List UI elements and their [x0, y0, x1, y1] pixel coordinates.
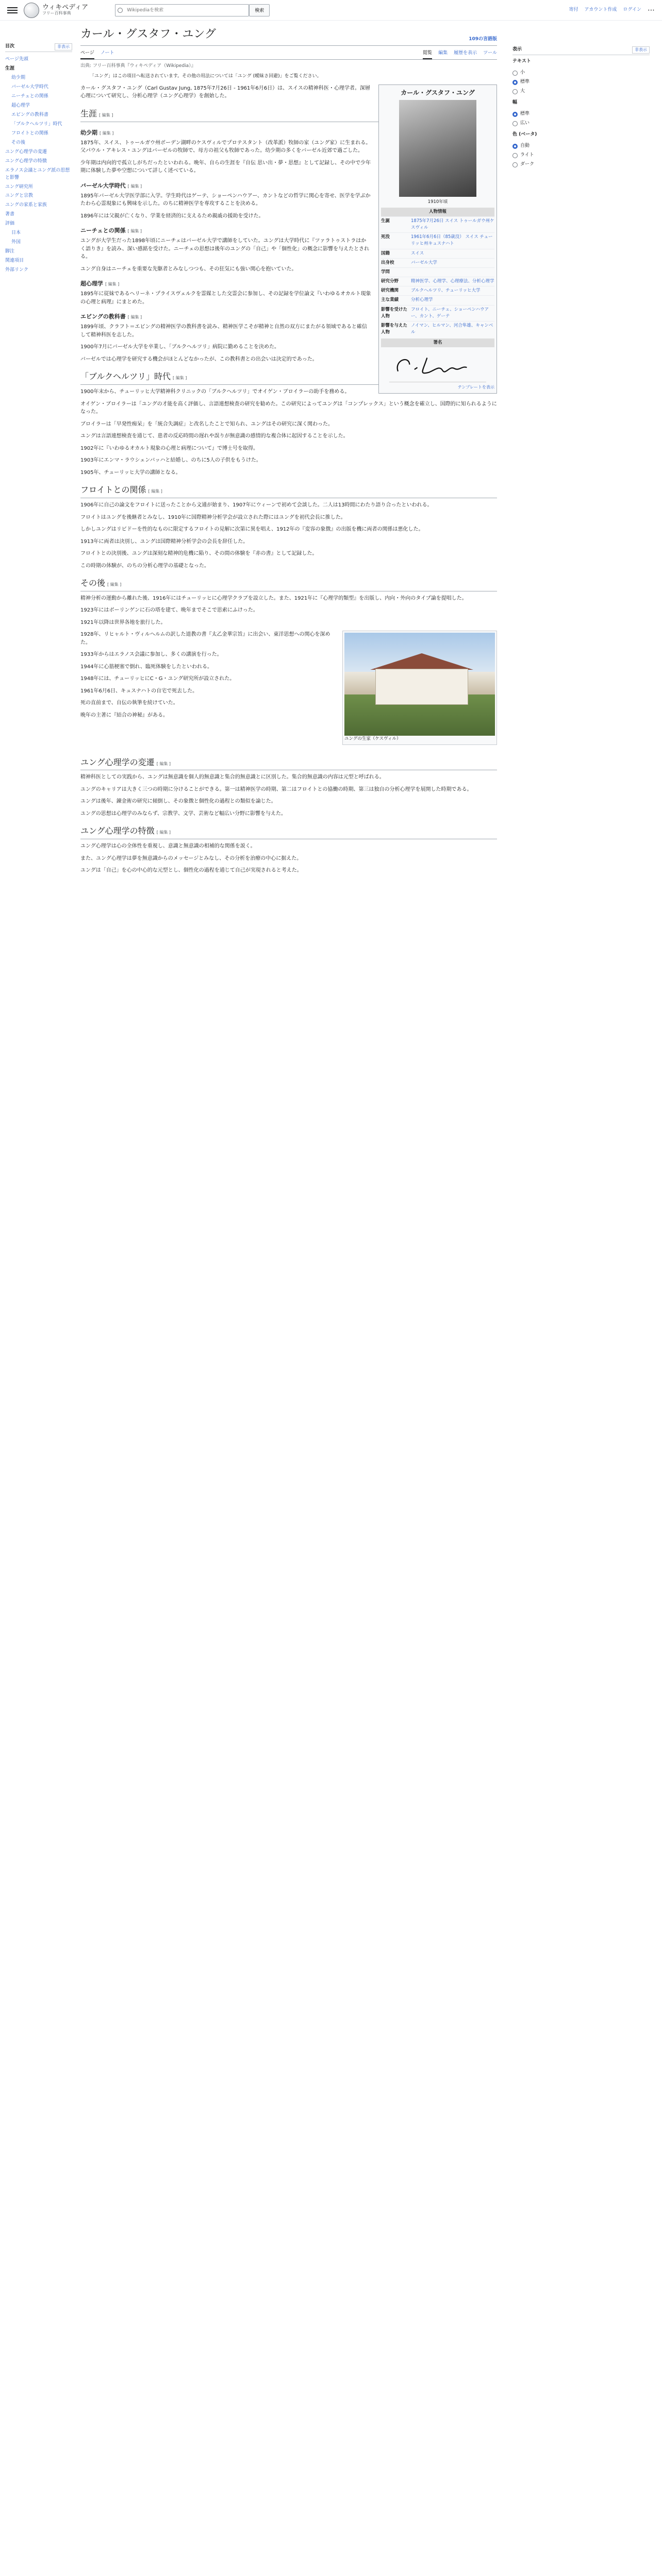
toc-item[interactable]: ニーチェとの関係 [11, 94, 48, 99]
paragraph: 少年期は内向的で孤立しがちだったといわれる。晩年、自らの生涯を『自伝 思い出・夢・思想』として記録し、その中で少年期に体験した夢や空想について詳しく述べている。 [80, 160, 371, 174]
width-option[interactable] [512, 119, 650, 128]
radio-icon[interactable] [512, 121, 518, 126]
site-tagline: フリー百科事典 [42, 11, 71, 16]
edit-section-link[interactable]: [ 編集 ] [156, 830, 171, 835]
infobox-row [381, 277, 494, 286]
tab-tools[interactable]: ツール [483, 50, 497, 56]
edit-section-link[interactable]: [ 編集 ] [99, 112, 113, 117]
paragraph: 1900年末から、チューリッヒ大学精神科クリニックの「ブルクヘルツリ」でオイゲン・ブロイラーの助手を務める。 [80, 389, 350, 395]
search-input[interactable] [115, 4, 249, 16]
paragraph: 1896年には父親が亡くなり、学業を経済的に支えるため親戚の援助を受けた。 [80, 213, 264, 219]
paragraph: 1895年バーゼル大学医学部に入学。学生時代はゲーテ、ショーペンハウアー、カントなどの哲学に関心を寄せ、医学を学ぶかたわら心霊現象にも興味を示した。のちに精神医学を専攻することを決める。 [80, 193, 371, 207]
toc-item[interactable]: 幼少期 [11, 75, 26, 81]
paragraph: 精神科医としての実践から、ユングは無意識を個人的無意識と集合的無意識とに区別した。集合的無意識の内容は元型と呼ばれる。 [80, 774, 385, 781]
paragraph: 1902年に『いわゆるオカルト現象の心理と病理について』で博士号を取得。 [80, 445, 258, 451]
infobox-row [381, 216, 494, 232]
infobox-key: 学問 [381, 269, 390, 275]
infobox-row [381, 267, 494, 277]
paragraph: 1875年、スイス、トゥールガウ州ボーデン湖畔のケスヴィルでプロテスタント（改革派）牧師の家（ユング家）に生まれる。父パウル・アキレス・ユングはバーゼルの牧師で、母方の祖父も牧師であった。幼少期の多くをバーゼル近郊で過ごした。 [80, 140, 371, 154]
toc-item[interactable]: エラノス会議とユング派の思想と影響 [5, 167, 70, 180]
tab-history[interactable]: 履歴を表示 [454, 50, 477, 56]
paragraph: ユングは言語連想検査を通じて、患者の反応時間の遅れや誤りが無意識の感情的な複合体に起因することを示した。 [80, 433, 349, 439]
header [0, 0, 662, 21]
appearance-heading: 表示 [512, 47, 522, 52]
wikipedia-globe-icon [24, 3, 39, 18]
paragraph: 精神分析の運動から離れた後、1916年にはチューリッヒに心理学クラブを設立した。また、1921年に『心理学的類型』を出版し、内向・外向のタイプ論を提唱した。 [80, 595, 467, 601]
edit-section-link[interactable]: [ 編集 ] [127, 183, 142, 189]
section-freud: フロイトとの関係 [80, 485, 146, 495]
toc-item[interactable]: ユング心理学の特徴 [5, 158, 47, 164]
toc-item[interactable]: その後 [11, 140, 26, 145]
color-option-label: ライト [520, 152, 534, 158]
paragraph: 1913年に両者は決別し、ユングは国際精神分析学会の会長を辞任した。 [80, 538, 249, 545]
toc-item[interactable]: 脚注 [5, 249, 15, 255]
infobox-key: 主な業績 [381, 297, 399, 303]
infobox-row [381, 295, 494, 304]
infobox-caption: 1910年頃 [427, 199, 448, 205]
text-size-option-label: 標準 [520, 79, 530, 85]
section-childhood: 幼少期 [80, 129, 97, 136]
toc-item[interactable]: バーゼル大学時代 [11, 84, 48, 90]
tab-page[interactable]: ページ [80, 49, 94, 59]
section-nietzsche: ニーチェとの関係 [80, 227, 126, 234]
create-account-link[interactable]: アカウント作成 [584, 7, 617, 12]
section-burgholzli: 「ブルクヘルツリ」時代 [80, 371, 171, 382]
toc-item[interactable]: 超心理学 [11, 103, 30, 109]
paragraph: 1944年に心筋梗塞で倒れ、臨死体験をしたといわれる。 [80, 664, 213, 670]
toc-hide-button[interactable]: 非表示 [55, 43, 72, 50]
toc-item[interactable]: 評価 [5, 221, 15, 227]
infobox-row [381, 258, 494, 267]
section-basel: バーゼル大学時代 [80, 182, 126, 189]
infobox-key: 影響を与えた人物 [381, 323, 408, 335]
color-option-label: ダーク [520, 161, 535, 167]
infobox-key: 国籍 [381, 250, 390, 256]
portrait-photo[interactable] [399, 100, 476, 197]
signature-image[interactable] [389, 349, 486, 382]
infobox-value[interactable]: バーゼル大学 [411, 260, 437, 265]
text-size-option-label: 小 [520, 70, 525, 76]
paragraph: 1900年7月にバーゼル大学を卒業し、「ブルクヘルツリ」病院に勤めることを決めた。 [80, 344, 280, 350]
infobox-value[interactable]: ノイマン、ヒルマン、河合隼雄、キャンベル [411, 323, 493, 335]
paragraph: ユングの思想は心理学のみならず、宗教学、文学、芸術など幅広い分野に影響を与えた。 [80, 810, 286, 817]
paragraph: 死の直前まで、自伝の執筆を続けていた。 [80, 700, 178, 706]
infobox-value[interactable]: スイス [411, 250, 424, 256]
paragraph: 1906年に自己の論文をフロイトに送ったことから文通が始まり、1907年にウィーンで初めて会談した。二人は13時間にわたり語り合ったといわれる。 [80, 502, 433, 509]
paragraph: 1923年にはボーリンゲンに石の塔を建て、晩年までそこで思索にふけった。 [80, 607, 258, 614]
signature-header: 署名 [381, 338, 494, 347]
language-button[interactable]: 109の言語版 [469, 37, 497, 42]
section-later: その後 [80, 578, 106, 588]
radio-icon[interactable] [512, 112, 518, 117]
toc-item[interactable]: ユング心理学の変遷 [5, 149, 47, 155]
infobox-key: 出身校 [381, 260, 394, 265]
edit-section-link[interactable]: [ 編集 ] [127, 229, 142, 234]
infobox-row [381, 305, 494, 321]
infobox-row [381, 321, 494, 337]
paragraph: 1895年に従妹であるヘリーネ・プライスヴェルクを霊媒とした交霊会に参加し、その記録を学位論文『いわゆるオカルト現象の心理と病理』にまとめた。 [80, 291, 371, 305]
paragraph: 1899年頃、クラフト＝エビングの精神医学の教科書を読み、精神医学こそが精神と自然の双方にまたがる領域であると確信して精神科医を志した。 [80, 324, 367, 338]
toc-item[interactable]: ユングの家系と家族 [5, 202, 47, 208]
infobox-value[interactable]: 分析心理学 [411, 297, 433, 303]
color-option-label: 自動 [520, 143, 530, 148]
radio-icon[interactable] [512, 144, 518, 149]
toc-item[interactable]: ユング研究所 [5, 184, 33, 190]
text-size-option[interactable] [512, 87, 650, 96]
radio-icon[interactable] [512, 71, 518, 76]
text-size-option[interactable] [512, 69, 650, 78]
infobox-key: 生誕 [381, 218, 390, 224]
paragraph: ユングが大学生だった1898年頃にニーチェはバーゼル大学で講師をしていた。ユングは大学時代に『ツァラトゥストラはかく語りき』を読み、深い感銘を受けた。ニーチェの思想は後年のユングの「自己」や「個性化」の概念に影響を与えたとされる。 [80, 238, 370, 260]
width-option-label: 標準 [520, 111, 530, 117]
infobox-value[interactable]: ブルクヘルツリ、チューリッヒ大学 [411, 288, 481, 294]
infobox-row [381, 232, 494, 248]
tab-talk[interactable]: ノート [100, 50, 114, 56]
paragraph: ユングは後年、錬金術の研究に傾倒し、その象徴と個性化の過程との類似を論じた。 [80, 799, 276, 805]
toc-item[interactable]: ユングと宗教 [5, 193, 34, 199]
infobox-value[interactable]: 精神医学、心理学、心理療法、分析心理学 [411, 279, 494, 284]
section-ebing: エビングの教科書 [80, 313, 126, 320]
section-feature: ユング心理学の特徴 [80, 826, 155, 836]
paragraph: しかしユングはリビドーを性的なものに限定するフロイトの見解に次第に異を唱え、1912年の『変容の象徴』の出版を機に両者の関係は悪化した。 [80, 527, 424, 533]
toc-item[interactable]: エビングの教科書 [11, 112, 48, 118]
toc-list [5, 55, 72, 275]
color-option[interactable] [512, 151, 650, 160]
paragraph: 1948年には、チューリッヒにC・G・ユング研究所が設立された。 [80, 676, 235, 682]
color-option[interactable] [512, 160, 650, 170]
paragraph: バーゼルでは心理学を研究する機会がほとんどなかったが、この教科書との出会いは決定的であった。 [80, 356, 318, 362]
house-thumbnail[interactable] [342, 631, 497, 744]
infobox [378, 84, 497, 394]
donate-link[interactable]: 寄付 [569, 7, 578, 12]
edit-section-link[interactable]: [ 編集 ] [127, 315, 142, 320]
infobox-value[interactable]: フロイト、ニーチェ、ショーペンハウアー、カント、ゲーテ [411, 307, 489, 319]
main-menu-icon[interactable] [7, 6, 18, 14]
tab-edit[interactable]: 編集 [438, 50, 448, 56]
page-title: カール・グスタフ・ユング [80, 28, 216, 41]
color-option[interactable] [512, 142, 650, 151]
intro-paragraph: カール・グスタフ・ユング（Carl Gustav Jung, 1875年7月26日 - 1961年6月6日）は、スイスの精神科医・心理学者。深層心理について研究し、分析心理学（ユング心理学）を創始した。 [80, 85, 370, 99]
template-link[interactable]: テンプレートを表示 [457, 385, 494, 390]
hatnote: 「ユング」はこの項目へ転送されています。その他の用法については「ユング (曖昧さ回避)」をご覧ください。 [90, 73, 322, 79]
search-icon [118, 8, 123, 13]
paragraph: フロイトとの決別後、ユングは深刻な精神的危機に陥り、その間の体験を『赤の書』として記録した。 [80, 551, 318, 557]
section-change: ユング心理学の変遷 [80, 757, 155, 767]
paragraph: ブロイラーは「早発性痴呆」を「統合失調症」と改名したことで知られ、ユングはその研究に深く関わった。 [80, 421, 333, 427]
paragraph: ユングのキャリアは大きく三つの時期に分けることができる。第一は精神医学の時期、第二はフロイトとの協働の時期、第三は独自の分析心理学を展開した時期である。 [80, 786, 472, 792]
infobox-row [381, 249, 494, 258]
toc-item[interactable]: フロイトとの関係 [11, 130, 48, 136]
text-size-label: テキスト [512, 59, 531, 64]
paragraph: 1928年、リヒャルト・ヴィルヘルムの訳した道教の書『太乙金華宗旨』に出会い、東洋思想への関心を深めた。 [80, 632, 330, 646]
search-button[interactable]: 検索 [249, 4, 270, 16]
text-size-option[interactable] [512, 78, 650, 87]
appearance-panel [505, 21, 655, 879]
infobox-key: 死没 [381, 234, 390, 240]
toc-item[interactable]: 著書 [5, 212, 15, 217]
edit-section-link[interactable]: [ 編集 ] [105, 282, 120, 287]
main-content [72, 21, 505, 879]
width-option-label: 広い [520, 121, 530, 126]
more-options-icon[interactable]: ⋯ [648, 6, 655, 14]
infobox-key: 影響を受けた人物 [381, 307, 408, 319]
paragraph: この時期の体験が、のちの分析心理学の基礎となった。 [80, 563, 209, 569]
paragraph: また、ユング心理学は夢を無意識からのメッセージとみなし、その分析を治療の中心に据えた。 [80, 855, 302, 861]
page-tabs [80, 49, 497, 60]
edit-section-link[interactable]: [ 編集 ] [173, 376, 187, 381]
toc-heading: 目次 [5, 44, 15, 49]
paragraph: フロイトはユングを後継者とみなし、1910年に国際精神分析学会が設立された際にはユングを初代会長に推した。 [80, 514, 346, 520]
paragraph: 1921年以降は世界各地を旅行した。 [80, 619, 166, 625]
paragraph: オイゲン・ブロイラーは「ユングの才能を高く評価し、言語連想検査の研究を勧めた。この研究によってユングは「コンプレックス」という概念を確立し、国際的に知られるようになった。 [80, 401, 497, 415]
toc-item[interactable]: 日本 [11, 230, 21, 236]
infobox-key: 研究分野 [381, 279, 399, 284]
toc-sidebar [5, 21, 72, 879]
edit-section-link[interactable]: [ 編集 ] [156, 761, 171, 766]
infobox-key: 研究機関 [381, 288, 399, 294]
paragraph: 1905年、チューリッヒ大学の講師となる。 [80, 469, 181, 476]
toc-item[interactable]: ページ先頭 [5, 57, 28, 62]
section-life: 生涯 [80, 108, 97, 118]
search-form [115, 4, 270, 16]
login-link[interactable]: ログイン [623, 7, 641, 12]
infobox-value[interactable]: 1961年6月6日（85歳没） スイス チューリッヒ州キュスナハト [411, 234, 493, 247]
paragraph: ユング自身はニーチェを重要な先駆者とみなしつつも、その狂気にも強い関心を抱いていた。 [80, 266, 297, 272]
toc-item[interactable]: 外国 [11, 240, 21, 245]
toc-item[interactable]: 外部リンク [5, 267, 28, 273]
infobox-row [381, 286, 494, 295]
infobox-title: カール・グスタフ・ユング [401, 89, 475, 96]
radio-icon[interactable] [512, 162, 518, 167]
site-logo[interactable] [24, 3, 88, 18]
site-name: ウィキペディア [42, 3, 89, 11]
paragraph: 1903年にエンマ・ラウシェンバッハと結婚し、のちに5人の子供をもうけた。 [80, 457, 261, 464]
toc-item[interactable]: 関連項目 [5, 258, 24, 264]
paragraph: 1933年からはエラノス会議に参加し、多くの講演を行った。 [80, 652, 222, 658]
edit-section-link[interactable]: [ 編集 ] [148, 489, 162, 494]
paragraph: ユング心理学は心の全体性を重視し、意識と無意識の相補的な関係を説く。 [80, 843, 256, 850]
paragraph: ユングは「自己」を心の中心的な元型とし、個性化の過程を通じて自己が実現されると考えた。 [80, 868, 302, 874]
house-photo [344, 633, 495, 736]
radio-icon[interactable] [512, 80, 518, 85]
edit-section-link[interactable]: [ 編集 ] [107, 582, 122, 587]
edit-section-link[interactable]: [ 編集 ] [100, 130, 114, 135]
infobox-rows [381, 216, 494, 337]
width-option[interactable] [512, 110, 650, 119]
color-label: 色 (ベータ) [512, 131, 537, 137]
tab-read[interactable]: 閲覧 [423, 49, 432, 59]
page-tagline: 出典: フリー百科事典『ウィキペディア（Wikipedia）』 [80, 63, 196, 69]
paragraph: 晩年の主著に『結合の神秘』がある。 [80, 712, 168, 718]
thumbnail-caption: ユングの生家（ケスヴィル） [344, 736, 401, 742]
radio-icon[interactable] [512, 153, 518, 158]
signature-graphic [389, 349, 486, 382]
radio-icon[interactable] [512, 89, 518, 94]
paragraph: 1961年6月6日、キュスナハトの自宅で死去した。 [80, 688, 198, 694]
text-size-option-label: 大 [520, 89, 525, 94]
toc-item[interactable]: 生涯 [5, 66, 15, 72]
infobox-section-header: 人物情報 [381, 208, 494, 216]
toc-item[interactable]: 「ブルクヘルツリ」時代 [11, 121, 62, 127]
section-parapsychology: 超心理学 [80, 280, 103, 287]
appearance-hide-button[interactable]: 非表示 [632, 46, 650, 54]
infobox-value[interactable]: 1875年7月26日 スイス トゥールガウ州ケスヴィル [411, 218, 494, 231]
width-label: 幅 [512, 100, 518, 106]
